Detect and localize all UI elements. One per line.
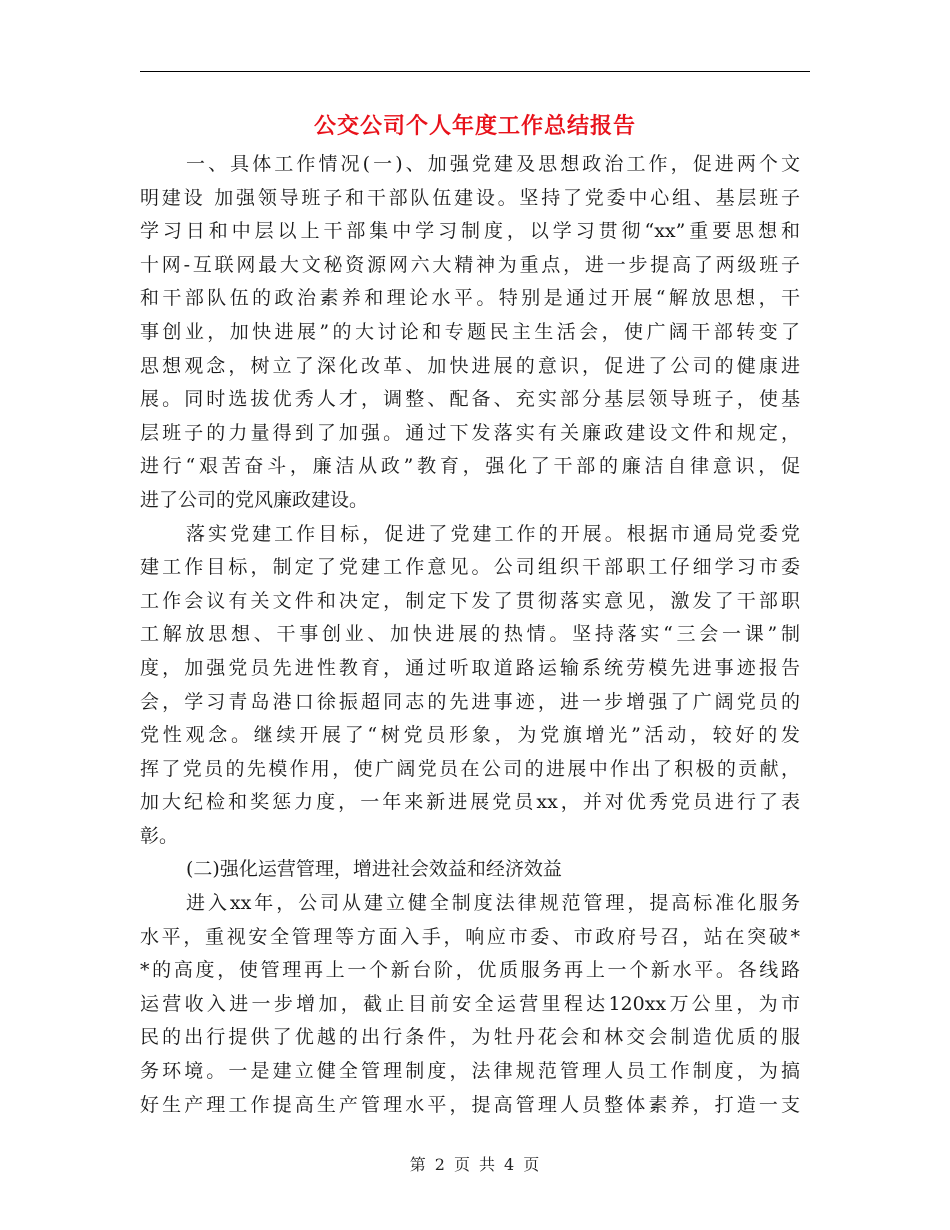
text-line: 落实党建工作目标，促进了党建工作的开展。根据市通局党委党	[186, 522, 800, 545]
text-line: 运营收入进一步增加，截止目前安全运营里程达120xx万公里，为市	[140, 992, 800, 1015]
header-rule	[140, 71, 810, 72]
text-line: 一、具体工作情况(一)、加强党建及思想政治工作，促进两个文	[186, 153, 800, 175]
document-body	[140, 148, 800, 1122]
page-footer	[0, 1152, 950, 1175]
text-line: 明建设 加强领导班子和干部队伍建设。坚持了党委中心组、基层班子	[140, 186, 800, 209]
text-line: 进行“艰苦奋斗，廉洁从政”教育，强化了干部的廉洁自律意识，促	[140, 455, 800, 478]
text-line: 进入xx年，公司从建立健全制度法律规范管理，提高标准化服务	[186, 892, 800, 915]
footer-suffix: 页	[523, 1155, 541, 1174]
text-line: 层班子的力量得到了加强。通过下发落实有关廉政建设文件和规定，	[140, 421, 800, 444]
text-line: 民的出行提供了优越的出行条件，为牡丹花会和林交会制造优质的服	[140, 1026, 800, 1049]
text-line: 好生产理工作提高生产管理水平，提高管理人员整体素养，打造一支	[140, 1093, 800, 1116]
text-line: 党性观念。继续开展了“树党员形象，为党旗增光”活动，较好的发	[140, 724, 800, 747]
text-line: 工作会议有关文件和决定，制定下发了贯彻落实意见，激发了干部职	[140, 589, 800, 612]
text-line: 水平，重视安全管理等方面入手，响应市委、市政府号召，站在突破*	[140, 925, 800, 948]
text-line: 加大纪检和奖惩力度，一年来新进展党员xx，并对优秀党员进行了表	[140, 791, 800, 814]
text-line: 彰。	[140, 824, 179, 847]
text-line: 事创业，加快进展”的大讨论和专题民主生活会，使广阔干部转变了	[140, 320, 800, 343]
section-heading: (二)强化运营管理，增进社会效益和经济效益	[186, 858, 562, 881]
text-line: 十网-互联网最大文秘资源网六大精神为重点，进一步提高了两级班子	[140, 253, 800, 276]
text-line: 和干部队伍的政治素养和理论水平。特别是通过开展“解放思想，干	[140, 287, 800, 310]
text-line: 务环境。一是建立健全管理制度，法律规范管理人员工作制度，为搞	[140, 1060, 800, 1083]
text-line: 度，加强党员先进性教育，通过听取道路运输系统劳模先进事迹报告	[140, 656, 800, 679]
text-line: 会，学习青岛港口徐振超同志的先进事迹，进一步增强了广阔党员的	[140, 690, 800, 713]
text-line: 工解放思想、干事创业、加快进展的热情。坚持落实“三会一课”制	[140, 623, 800, 646]
page-number: 2	[434, 1155, 446, 1174]
text-line: *的高度，使管理再上一个新台阶，优质服务再上一个新水平。各线路	[140, 959, 800, 982]
footer-prefix: 第	[409, 1155, 427, 1174]
footer-total-word: 共	[479, 1155, 497, 1174]
text-line: 建工作目标，制定了党建工作意见。公司组织干部职工仔细学习市委	[140, 556, 800, 579]
page-total: 4	[504, 1155, 516, 1174]
footer-page-word: 页	[453, 1155, 471, 1174]
text-line: 学习日和中层以上干部集中学习制度，以学习贯彻“xx”重要思想和	[140, 220, 800, 243]
document-title: 公交公司个人年度工作总结报告	[313, 113, 636, 139]
text-line: 进了公司的党风廉政建设。	[140, 488, 369, 511]
text-line: 展。同时选拔优秀人才，调整、配备、充实部分基层领导班子，使基	[140, 388, 800, 411]
text-line: 挥了党员的先模作用，使广阔党员在公司的进展中作出了积极的贡献，	[140, 757, 800, 780]
text-line: 思想观念，树立了深化改革、加快进展的意识，促进了公司的健康进	[140, 354, 800, 377]
